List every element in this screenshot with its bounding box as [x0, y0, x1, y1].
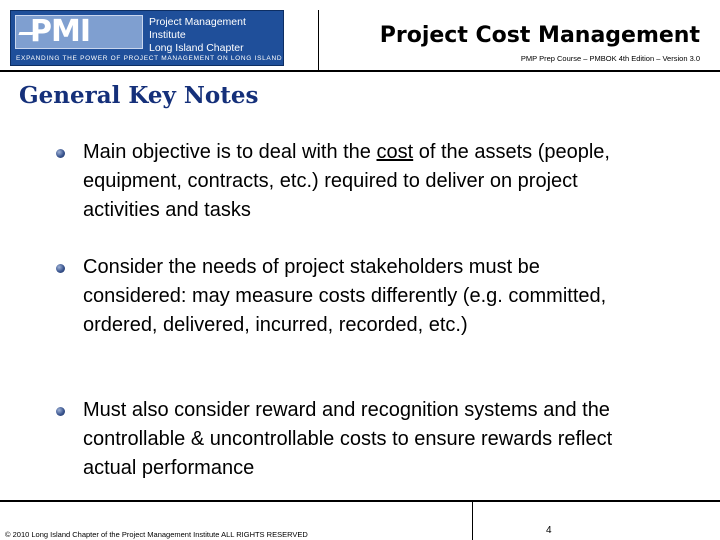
bullet-dot-icon	[56, 407, 65, 416]
footer-copyright: © 2010 Long Island Chapter of the Project Management Institute ALL RIGHTS RESERVED	[5, 530, 308, 539]
pmi-org-line2: Long Island Chapter	[149, 42, 244, 54]
bullet-text-after: of the assets (people, equipment, contracts, etc.) required to deliver on project activities and tasks	[83, 141, 610, 221]
pmi-logo-letters: PMI	[30, 14, 91, 49]
bullet-text	[83, 138, 643, 225]
footer-divider-vertical	[472, 500, 473, 540]
pmi-org-name	[149, 16, 283, 55]
pmi-tagline: EXPANDING THE POWER OF PROJECT MANAGEMENT ON LONG ISLAND	[16, 55, 283, 62]
pmi-org-line1: Project Management Institute	[149, 16, 246, 41]
bullet-text: Must also consider reward and recognition systems and the controllable & uncontrollable costs to ensure rewards reflect actual performance	[83, 399, 613, 479]
section-title: General Key Notes	[19, 82, 259, 109]
bullet-dot-icon	[56, 264, 65, 273]
slide-title: Project Cost Management	[379, 23, 700, 48]
pmi-logo	[10, 10, 284, 66]
bullet-text-before: Main objective is to deal with the	[83, 141, 377, 163]
page-number: 4	[546, 525, 552, 536]
slide-subtitle: PMP Prep Course – PMBOK 4th Edition – Version 3.0	[520, 54, 700, 63]
bullet-underlined-word: cost	[376, 141, 414, 163]
bullet-dot-icon	[56, 149, 65, 158]
header-divider	[0, 70, 720, 72]
footer-divider	[0, 500, 720, 502]
bullet-text: Consider the needs of project stakeholders must be considered: may measure costs differently (e.g. committed, ordered, delivered, incurred, recorded, etc.)	[83, 256, 607, 336]
pmi-logo-mark	[15, 15, 143, 49]
header-divider-vertical	[318, 10, 319, 71]
